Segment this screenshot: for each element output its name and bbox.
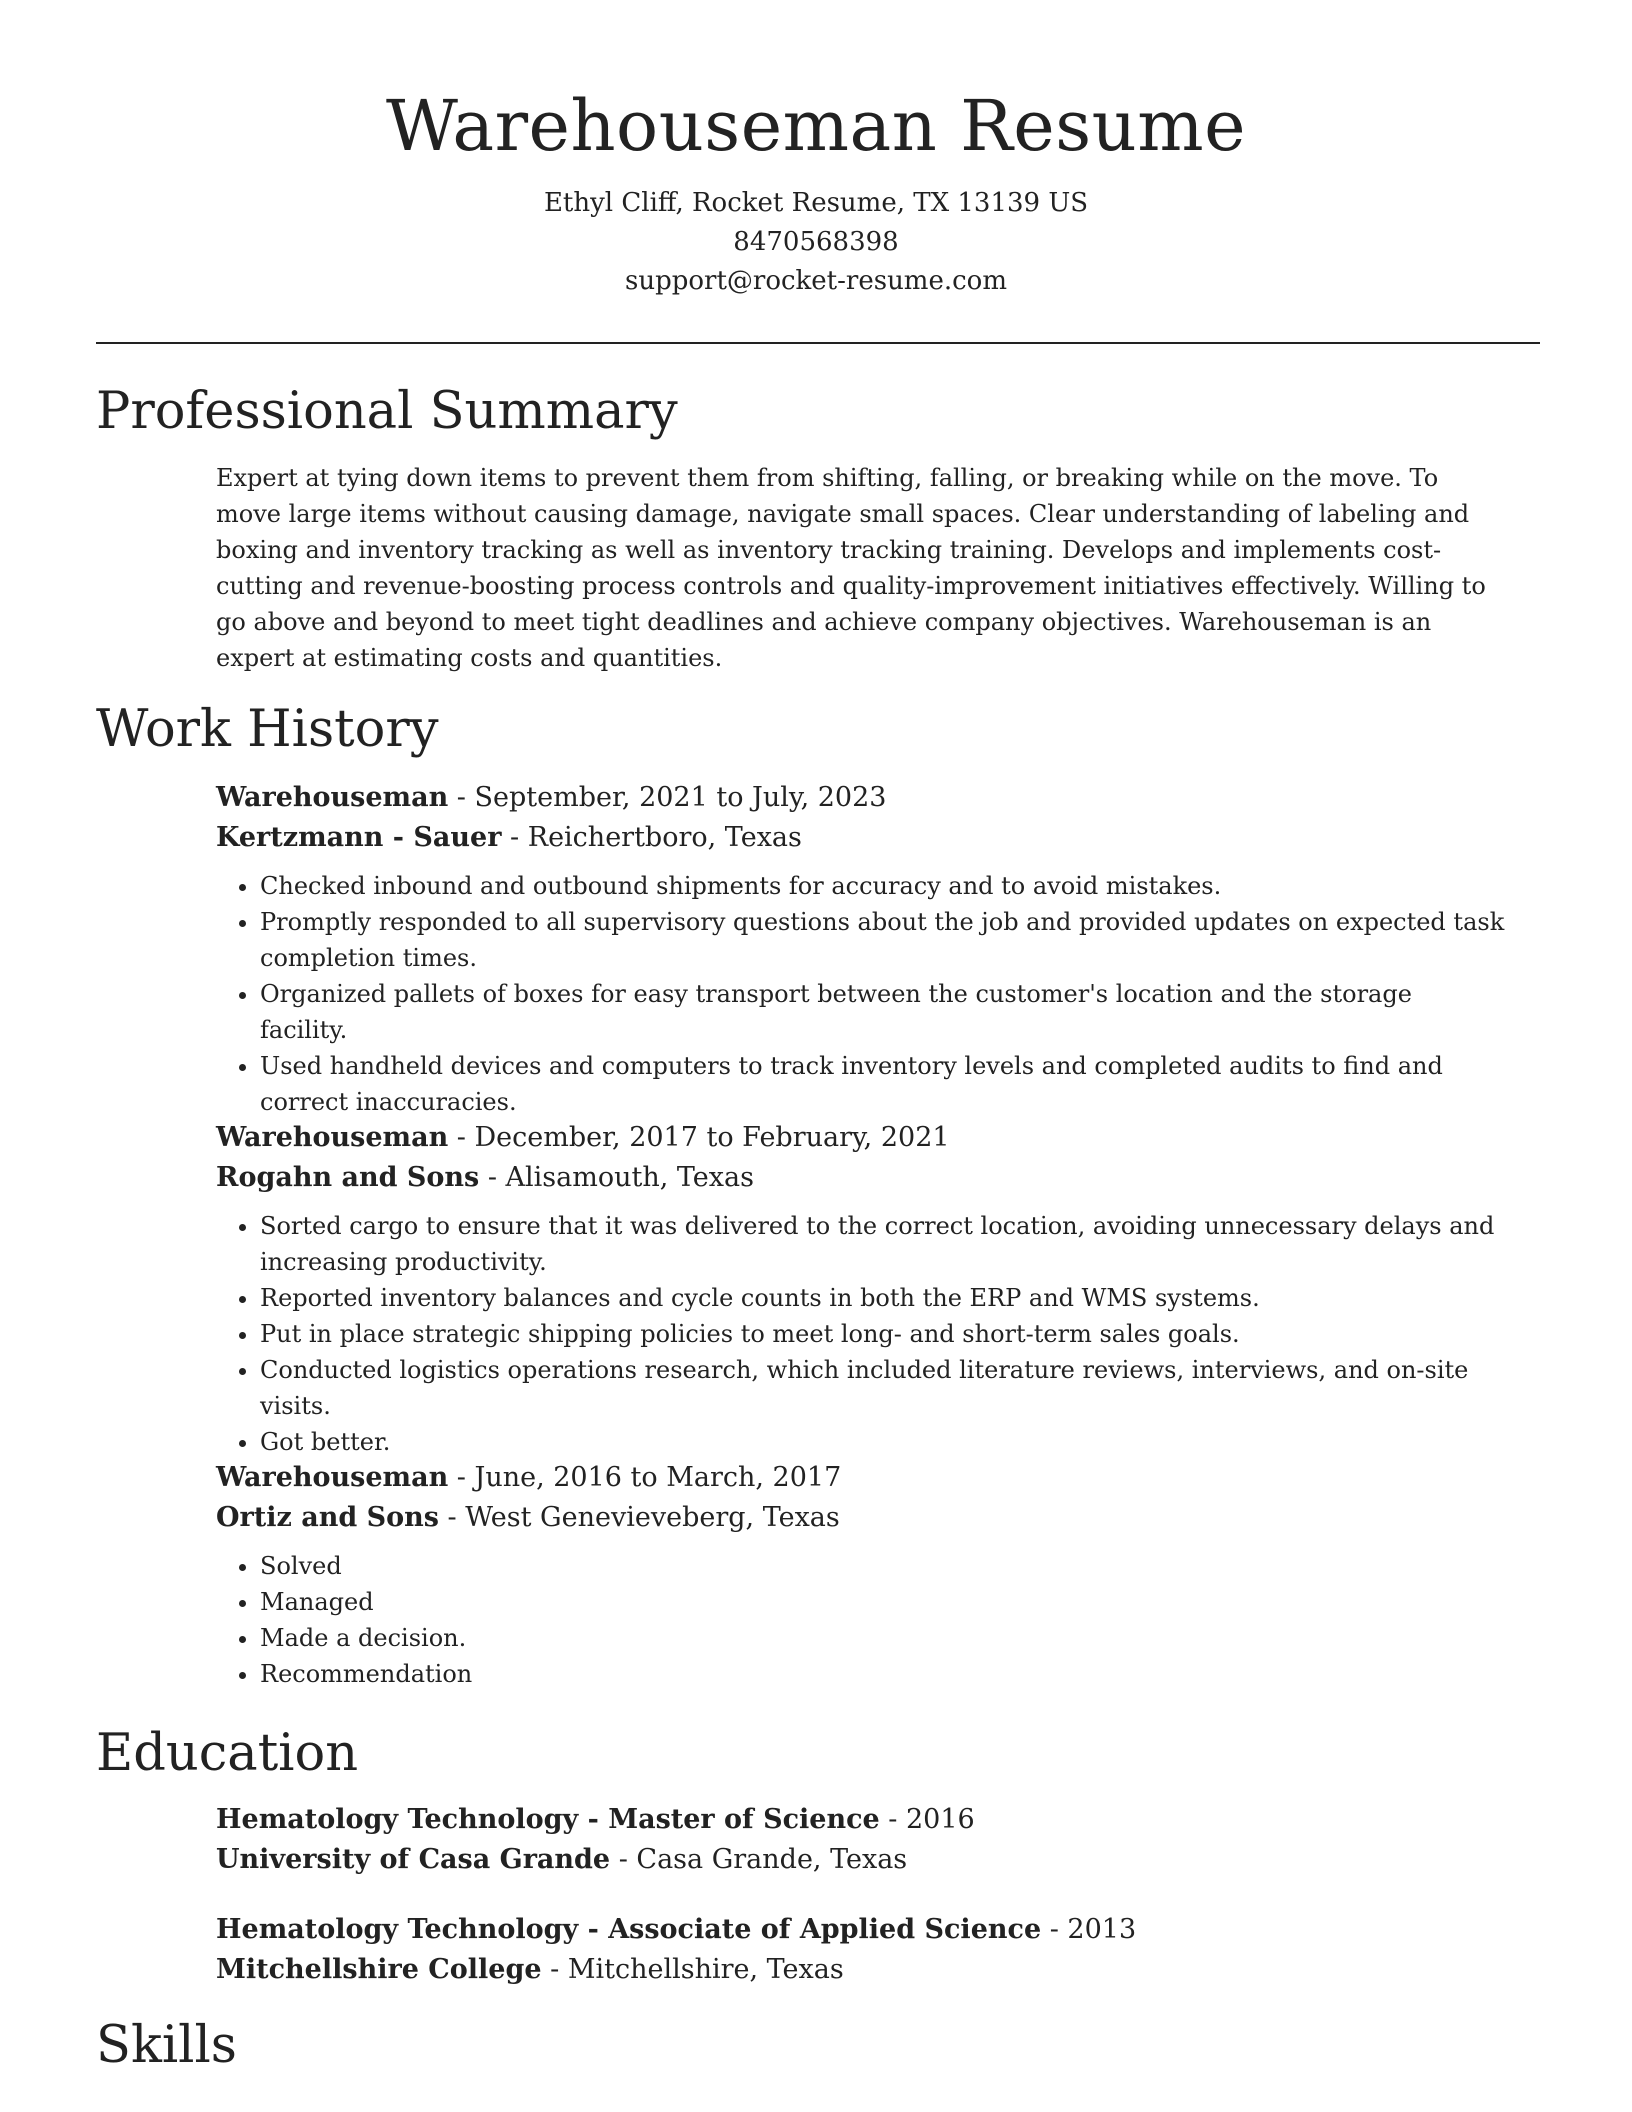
education-degree: - Associate of Applied Science	[578, 1914, 1042, 1945]
education-school-line	[216, 1950, 1506, 1990]
job-company-line	[216, 1498, 1506, 1538]
education-entry-2	[216, 1910, 1506, 1990]
job-title-line	[216, 1458, 1506, 1498]
education-location: - Mitchellshire, Texas	[541, 1954, 844, 1985]
resume-header	[0, 80, 1632, 301]
summary-text: Expert at tying down items to prevent them from shifting, falling, or breaking while on the move. To move large items without causing damage, navigate small spaces. Clear understanding of labeling and boxing and inventory tracking as well as inventory tracking training. Develops and implements cost-cutting and revenue-boosting process controls and quality-improvement initiatives effectively. Willing to go above and beyond to meet tight deadlines and achieve company objectives. Warehouseman is an expert at estimating costs and quantities.	[216, 464, 1486, 672]
job-entry-2	[216, 1118, 1506, 1460]
list-item: • Made a decision.	[260, 1620, 1506, 1656]
job-location: - Alisamouth, Texas	[479, 1162, 754, 1193]
job-title-line	[216, 1118, 1506, 1158]
job-company: Kertzmann - Sauer	[216, 822, 502, 853]
list-item: • Sorted cargo to ensure that it was delivered to the correct location, avoiding unnecessary delays and increasing productivity.	[260, 1208, 1506, 1280]
job-company: Rogahn and Sons	[216, 1162, 480, 1193]
job-bullets	[216, 1548, 1506, 1692]
job-role: Warehouseman	[216, 1462, 449, 1493]
contact-phone: 8470568398	[733, 227, 899, 257]
job-entry-3	[216, 1458, 1506, 1692]
education-year: - 2013	[1041, 1914, 1137, 1945]
list-item: • Organized pallets of boxes for easy transport between the customer's location and the storage facility.	[260, 976, 1506, 1048]
education-degree-line	[216, 1800, 1506, 1840]
list-item: • Checked inbound and outbound shipments for accuracy and to avoid mistakes.	[260, 868, 1506, 904]
education-field: Hematology Technology	[216, 1914, 579, 1945]
summary-section	[216, 460, 1506, 676]
list-item: • Got better.	[260, 1424, 1506, 1460]
education-school: University of Casa Grande	[216, 1844, 611, 1875]
education-school: Mitchellshire College	[216, 1954, 542, 1985]
job-location: - Reichertboro, Texas	[501, 822, 802, 853]
contact-block	[0, 184, 1632, 301]
list-item: • Solved	[260, 1548, 1506, 1584]
education-location: - Casa Grande, Texas	[610, 1844, 908, 1875]
contact-address: Ethyl Cliff, Rocket Resume, TX 13139 US	[543, 188, 1089, 218]
job-bullets	[216, 1208, 1506, 1460]
list-item: • Managed	[260, 1584, 1506, 1620]
list-item: • Conducted logistics operations research, which included literature reviews, interviews, and on-site visits.	[260, 1352, 1506, 1424]
job-company-line	[216, 818, 1506, 858]
list-item: • Used handheld devices and computers to track inventory levels and completed audits to find and correct inaccuracies.	[260, 1048, 1506, 1120]
list-item: • Reported inventory balances and cycle counts in both the ERP and WMS systems.	[260, 1280, 1506, 1316]
list-item: • Promptly responded to all supervisory questions about the job and provided updates on expected task completion times.	[260, 904, 1506, 976]
education-degree-line	[216, 1910, 1506, 1950]
education-field: Hematology Technology	[216, 1804, 579, 1835]
education-heading: Education	[96, 1724, 359, 1783]
list-item: • Recommendation	[260, 1656, 1506, 1692]
job-dates: - September, 2021 to July, 2023	[448, 782, 887, 813]
resume-title: Warehouseman Resume	[385, 85, 1247, 167]
job-company: Ortiz and Sons	[216, 1502, 439, 1533]
job-dates: - December, 2017 to February, 2021	[448, 1122, 950, 1153]
education-entry-1	[216, 1800, 1506, 1880]
job-dates: - June, 2016 to March, 2017	[448, 1462, 842, 1493]
job-role: Warehouseman	[216, 1122, 449, 1153]
education-degree: - Master of Science	[578, 1804, 880, 1835]
job-role: Warehouseman	[216, 782, 449, 813]
education-school-line	[216, 1840, 1506, 1880]
job-bullets	[216, 868, 1506, 1120]
summary-heading: Professional Summary	[96, 382, 678, 441]
list-item: • Put in place strategic shipping policies to meet long- and short-term sales goals.	[260, 1316, 1506, 1352]
header-divider	[96, 342, 1540, 344]
job-entry-1	[216, 778, 1506, 1120]
job-title-line	[216, 778, 1506, 818]
work-history-heading: Work History	[96, 700, 439, 759]
job-location: - West Genevieveberg, Texas	[438, 1502, 840, 1533]
education-year: - 2016	[879, 1804, 975, 1835]
job-company-line	[216, 1158, 1506, 1198]
skills-heading: Skills	[96, 2016, 237, 2075]
contact-email: support@rocket-resume.com	[624, 266, 1007, 296]
